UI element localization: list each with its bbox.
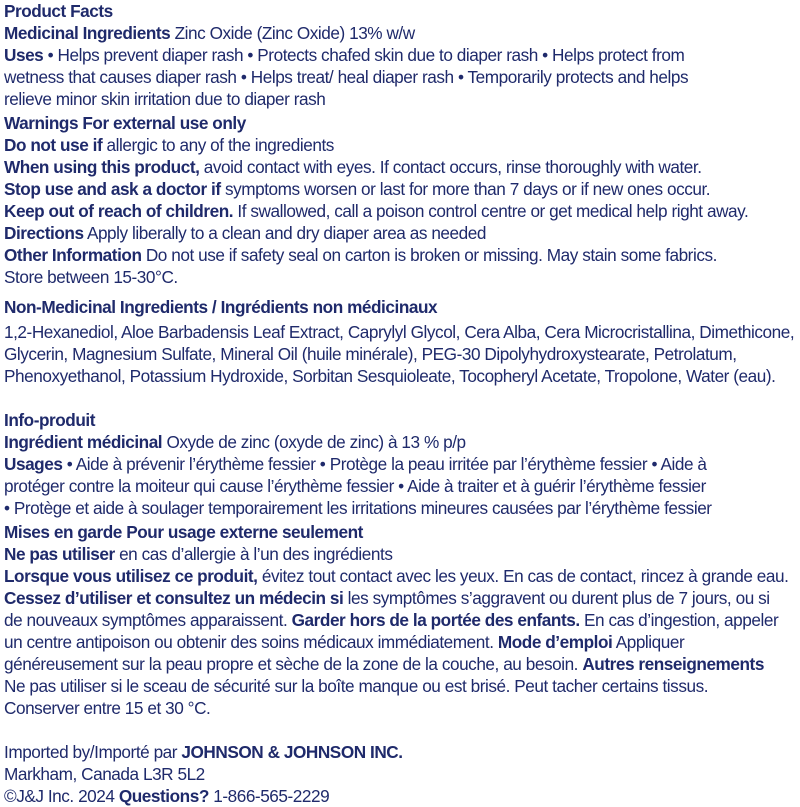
centre-antipoison-text: un centre antipoison ou obtenir des soins médicaux immédiatement. <box>4 632 498 652</box>
other-information-text: Do not use if safety seal on carton is broken or missing. May stain some fabrics. <box>141 245 717 265</box>
cessez-label: Cessez d’utiliser et consultez un médecin si <box>4 588 344 608</box>
imported-by-text: Imported by/Importé par <box>4 742 182 762</box>
genereusement-text: généreusement sur la peau propre et sèche de la zone de la couche, au besoin. <box>4 654 583 674</box>
directions-label: Directions <box>4 223 84 243</box>
do-not-use-text: allergic to any of the ingredients <box>102 135 334 155</box>
french-para-line-1 <box>4 587 798 609</box>
uses-text-1: • Helps prevent diaper rash • Protects chafed skin due to diaper rash • Helps protect from <box>43 45 685 65</box>
medicinal-ingredients-label: Medicinal Ingredients <box>4 23 171 43</box>
uses-line-2: wetness that causes diaper rash • Helps treat/ heal diaper rash • Temporarily protects and helps <box>4 67 689 87</box>
usages-line-2: protéger contre la moiteur qui cause l’érythème fessier • Aide à traiter et à guérir l’érythème fessier <box>4 476 706 496</box>
ne-pas-utiliser-text: en cas d’allergie à l’un des ingrédients <box>114 544 393 564</box>
non-medicinal-line-3: Phenoxyethanol, Potassium Hydroxide, Sorbitan Sesquioleate, Tocopheryl Acetate, Tropolone, Water (eau). <box>4 366 776 386</box>
mises-en-garde-heading: Mises en garde Pour usage externe seulement <box>4 522 363 542</box>
when-using <box>4 156 798 178</box>
keep-out-label: Keep out of reach of children. <box>4 201 234 221</box>
usages-line-3: • Protège et aide à soulager temporairement les irritations mineures causées par l’érythème fessier <box>4 498 712 518</box>
lorsque-text: évitez tout contact avec les yeux. En cas de contact, rincez à grande eau. <box>257 566 789 586</box>
garder-label: Garder hors de la portée des enfants. <box>291 610 580 630</box>
do-not-use-label: Do not use if <box>4 135 103 155</box>
medicinal-ingredients <box>4 22 798 44</box>
stop-use <box>4 178 798 200</box>
uses-line-3: relieve minor skin irritation due to diaper rash <box>4 89 326 109</box>
french-para-line-5: Ne pas utiliser si le sceau de sécurité sur la boîte manque ou est brisé. Peut tacher certains tissus. <box>4 676 709 696</box>
uses-label: Uses <box>4 45 44 65</box>
copyright-line <box>4 785 798 807</box>
uses-line-1 <box>4 44 798 66</box>
do-not-use <box>4 134 798 156</box>
store-text: Store between 15-30°C. <box>4 267 178 287</box>
usages-text-1: • Aide à prévenir l’érythème fessier • Protège la peau irritée par l’érythème fessier • Aide à <box>62 454 707 474</box>
french-para-line-3 <box>4 631 798 653</box>
cessez-text: les symptômes s’aggravent ou durent plus de 7 jours, ou si <box>343 588 770 608</box>
nouveaux-symptomes-text: de nouveaux symptômes apparaissent. <box>4 610 292 630</box>
company-name: JOHNSON & JOHNSON INC. <box>181 742 403 762</box>
imported-by <box>4 741 798 763</box>
medicinal-ingredients-text: Zinc Oxide (Zinc Oxide) 13% w/w <box>170 23 415 43</box>
non-medicinal-line-1: 1,2-Hexanediol, Aloe Barbadensis Leaf Extract, Caprylyl Glycol, Cera Alba, Cera Microcristallina, Dimethicone, <box>4 322 795 342</box>
ne-pas-utiliser-label: Ne pas utiliser <box>4 544 115 564</box>
french-para-line-6: Conserver entre 15 et 30 °C. <box>4 698 211 718</box>
ne-pas-utiliser <box>4 543 798 565</box>
non-medicinal-heading: Non-Medicinal Ingredients / Ingrédients non médicinaux <box>4 297 438 317</box>
when-using-text: avoid contact with eyes. If contact occurs, rinse thoroughly with water. <box>199 157 702 177</box>
keep-out-text: If swallowed, call a poison control centre or get medical help right away. <box>233 201 749 221</box>
product-label <box>4 0 798 807</box>
ingredient-medicinal-label: Ingrédient médicinal <box>4 432 163 452</box>
phone-number: 1-866-565-2229 <box>208 786 330 806</box>
lorsque-label: Lorsque vous utilisez ce produit, <box>4 566 258 586</box>
directions <box>4 222 798 244</box>
product-facts-heading: Product Facts <box>4 1 113 21</box>
stop-use-text: symptoms worsen or last for more than 7 days or if new ones occur. <box>220 179 711 199</box>
address: Markham, Canada L3R 5L2 <box>4 764 205 784</box>
questions-label: Questions? <box>118 786 209 806</box>
mode-emploi-label: Mode d’emploi <box>497 632 613 652</box>
info-produit-heading: Info-produit <box>4 410 96 430</box>
french-para-line-4 <box>4 653 798 675</box>
stop-use-label: Stop use and ask a doctor if <box>4 179 221 199</box>
autres-renseignements-label: Autres renseignements <box>582 654 764 674</box>
ingredient-medicinal-text: Oxyde de zinc (oxyde de zinc) à 13 % p/p <box>162 432 466 452</box>
french-para-line-2 <box>4 609 798 631</box>
usages-line-1 <box>4 453 798 475</box>
ingredient-medicinal <box>4 431 798 453</box>
directions-text: Apply liberally to a clean and dry diaper area as needed <box>83 223 486 243</box>
mode-emploi-text: Appliquer <box>612 632 685 652</box>
non-medicinal-line-2: Glycerin, Magnesium Sulfate, Mineral Oil (huile minérale), PEG-30 Dipolyhydroxystearate, Petrolatum, <box>4 344 737 364</box>
warnings-heading: Warnings For external use only <box>4 113 246 133</box>
keep-out <box>4 200 798 222</box>
lorsque-vous-utilisez <box>4 565 798 587</box>
garder-text: En cas d’ingestion, appeler <box>579 610 779 630</box>
when-using-label: When using this product, <box>4 157 200 177</box>
usages-label: Usages <box>4 454 63 474</box>
other-information <box>4 244 798 266</box>
other-information-label: Other Information <box>4 245 142 265</box>
copyright-text: ©J&J Inc. 2024 <box>4 786 119 806</box>
